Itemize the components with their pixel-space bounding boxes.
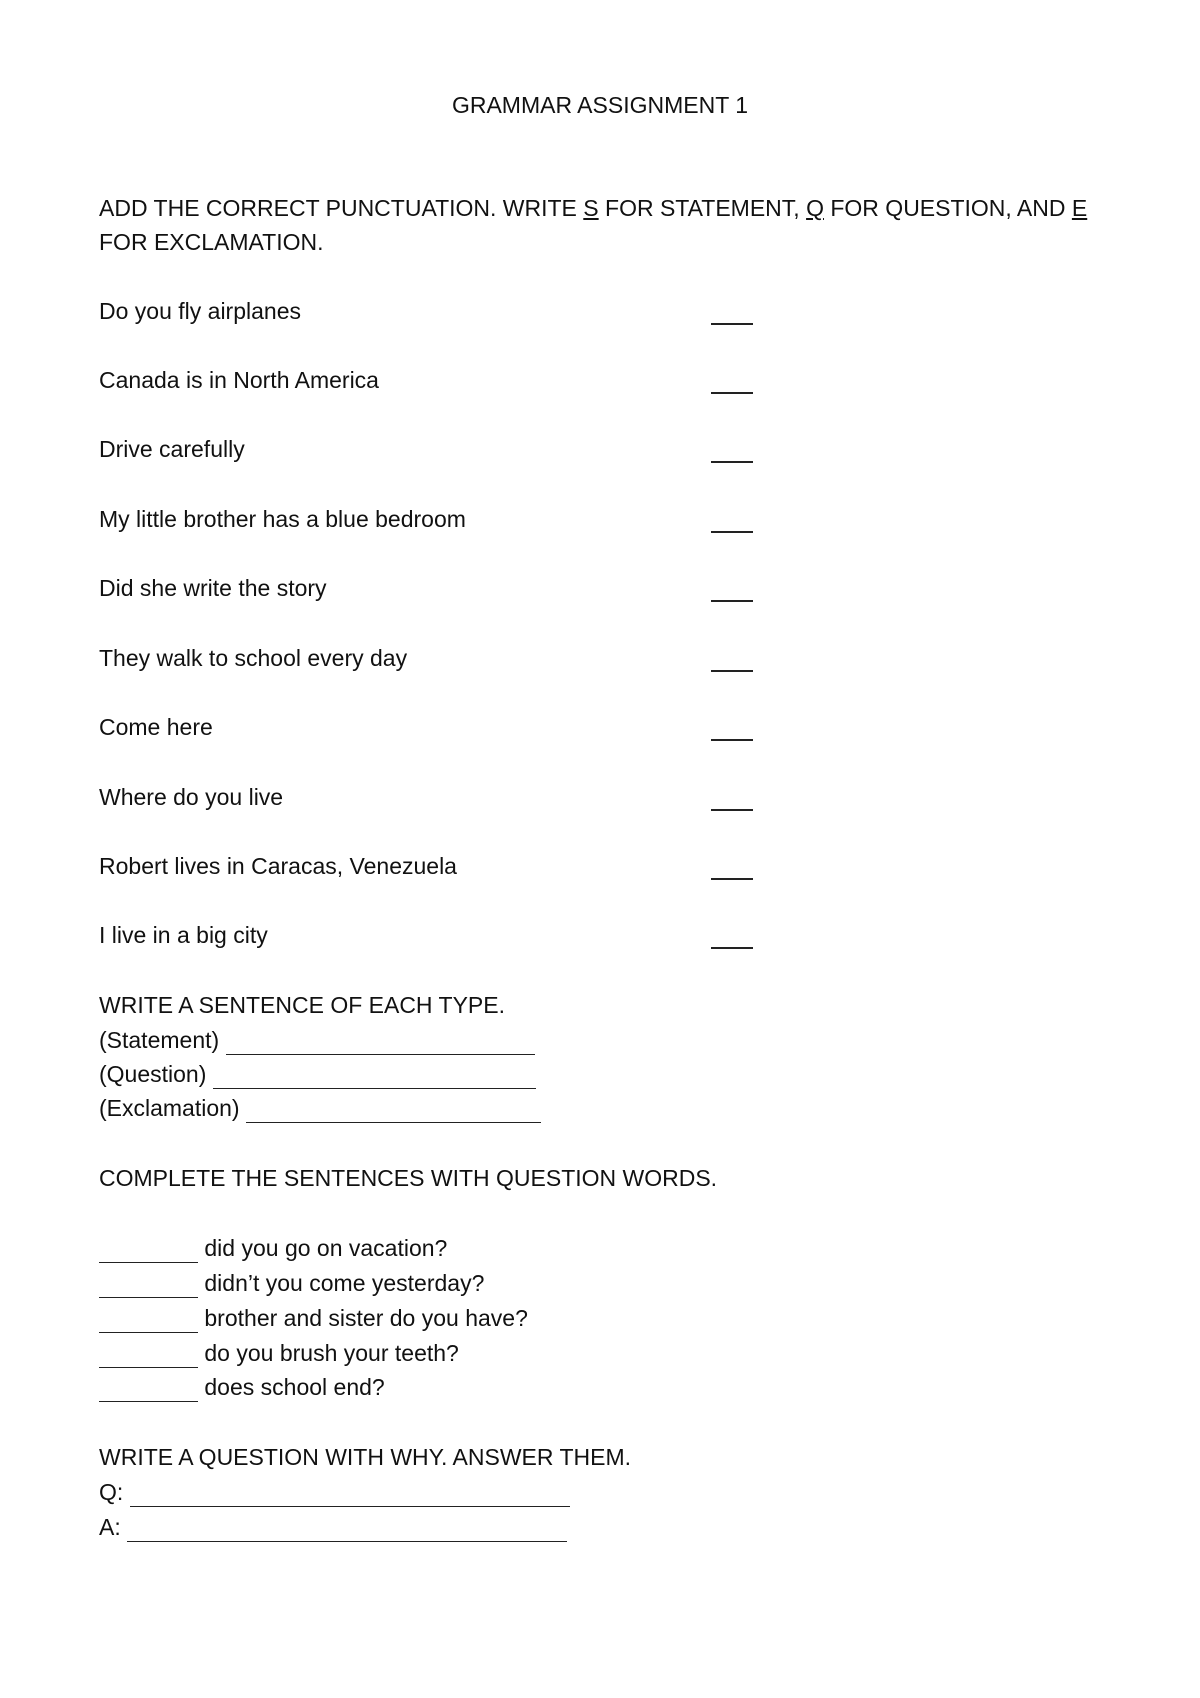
sentence-6: They walk to school every day bbox=[99, 645, 408, 671]
section2-heading: WRITE A SENTENCE OF EACH TYPE. bbox=[99, 992, 505, 1018]
why-question-row bbox=[99, 1479, 570, 1507]
sentence-5: Did she write the story bbox=[99, 575, 327, 601]
question-word-item-3 bbox=[99, 1305, 528, 1333]
question-word-blank-2[interactable] bbox=[99, 1275, 198, 1298]
answer-blank-2[interactable] bbox=[711, 392, 753, 394]
exclamation-blank[interactable] bbox=[246, 1100, 541, 1123]
answer-blank-1[interactable] bbox=[711, 323, 753, 325]
statement-label: (Statement) bbox=[99, 1027, 220, 1053]
why-answer-row bbox=[99, 1514, 567, 1542]
answer-blank-3[interactable] bbox=[711, 461, 753, 463]
question-word-blank-4[interactable] bbox=[99, 1345, 198, 1368]
sentence-10: I live in a big city bbox=[99, 922, 268, 948]
question-word-blank-1[interactable] bbox=[99, 1240, 198, 1263]
sentence-4: My little brother has a blue bedroom bbox=[99, 506, 466, 532]
question-word-blank-3[interactable] bbox=[99, 1310, 198, 1333]
question-word-blank-5[interactable] bbox=[99, 1379, 198, 1402]
question-word-text-1: did you go on vacation? bbox=[204, 1235, 448, 1261]
why-answer-blank[interactable] bbox=[127, 1519, 567, 1542]
instruction-part1: ADD THE CORRECT PUNCTUATION. WRITE bbox=[99, 195, 584, 221]
instruction-part2: FOR STATEMENT, bbox=[598, 195, 807, 221]
exclamation-row bbox=[99, 1095, 541, 1123]
why-answer-label: A: bbox=[99, 1514, 121, 1540]
answer-blank-4[interactable] bbox=[711, 531, 753, 533]
question-word-item-4 bbox=[99, 1340, 459, 1368]
answer-blank-6[interactable] bbox=[711, 670, 753, 672]
question-label: (Question) bbox=[99, 1061, 207, 1087]
instruction-part3: FOR QUESTION, AND bbox=[823, 195, 1072, 221]
section4-heading: WRITE A QUESTION WITH WHY. ANSWER THEM. bbox=[99, 1444, 632, 1470]
why-question-blank[interactable] bbox=[130, 1484, 570, 1507]
question-blank[interactable] bbox=[213, 1066, 536, 1089]
sentence-2: Canada is in North America bbox=[99, 367, 379, 393]
answer-blank-5[interactable] bbox=[711, 600, 753, 602]
question-word-item-5 bbox=[99, 1374, 385, 1402]
instruction-letter-e: E bbox=[1071, 195, 1088, 221]
section1-instruction-line2: FOR EXCLAMATION. bbox=[99, 229, 324, 255]
sentence-7: Come here bbox=[99, 714, 213, 740]
statement-blank[interactable] bbox=[226, 1032, 535, 1055]
question-word-item-2 bbox=[99, 1270, 484, 1298]
answer-blank-7[interactable] bbox=[711, 739, 753, 741]
answer-blank-9[interactable] bbox=[711, 878, 753, 880]
question-word-text-5: does school end? bbox=[204, 1374, 385, 1400]
instruction-letter-q: Q bbox=[806, 195, 824, 221]
answer-blank-8[interactable] bbox=[711, 809, 753, 811]
sentence-3: Drive carefully bbox=[99, 436, 245, 462]
statement-row bbox=[99, 1027, 535, 1055]
page-title: GRAMMAR ASSIGNMENT 1 bbox=[451, 92, 749, 118]
exclamation-label: (Exclamation) bbox=[99, 1095, 240, 1121]
sentence-9: Robert lives in Caracas, Venezuela bbox=[99, 853, 457, 879]
why-question-label: Q: bbox=[99, 1479, 124, 1505]
instruction-letter-s: S bbox=[583, 195, 599, 221]
section3-heading: COMPLETE THE SENTENCES WITH QUESTION WORDS. bbox=[99, 1165, 718, 1191]
sentence-1: Do you fly airplanes bbox=[99, 298, 301, 324]
question-word-text-4: do you brush your teeth? bbox=[204, 1340, 459, 1366]
question-word-item-1 bbox=[99, 1235, 447, 1263]
question-word-text-3: brother and sister do you have? bbox=[204, 1305, 528, 1331]
answer-blank-10[interactable] bbox=[711, 947, 753, 949]
section1-instruction bbox=[99, 195, 1087, 223]
question-row bbox=[99, 1061, 536, 1089]
sentence-8: Where do you live bbox=[99, 784, 284, 810]
question-word-text-2: didn’t you come yesterday? bbox=[204, 1270, 485, 1296]
